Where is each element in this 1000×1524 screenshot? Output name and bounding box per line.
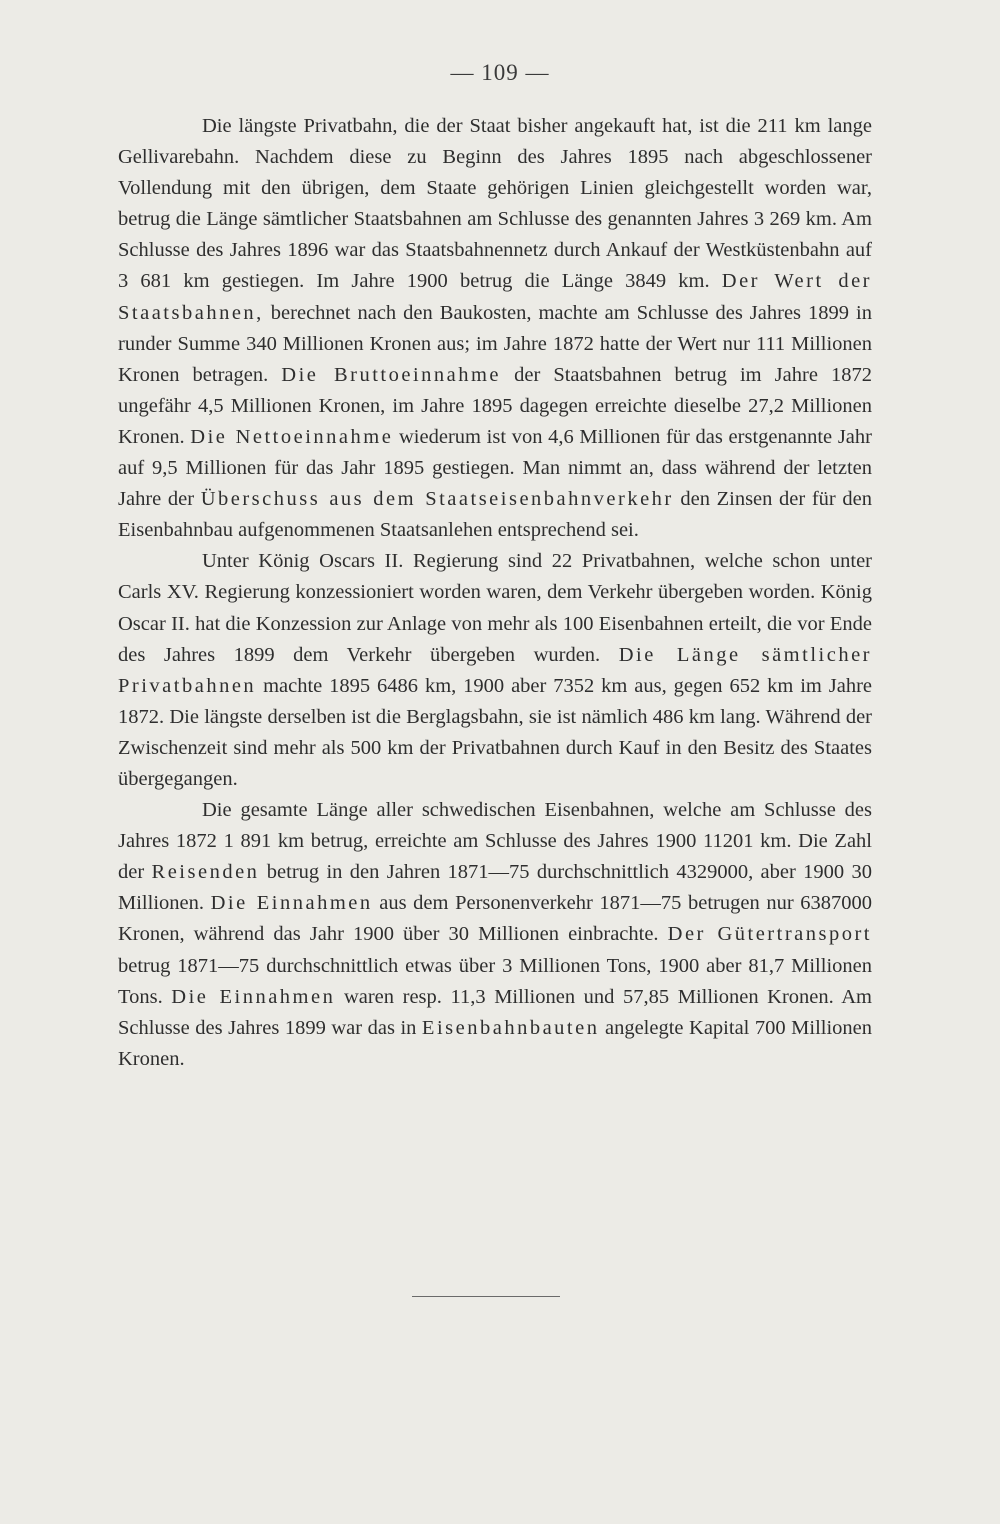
spaced-emphasis-text: Der Gütertransport	[667, 923, 872, 946]
paragraph-text: Unter König Oscars II. Regierung sind 22 Privatbahnen, welche schon unter Carls XV. Regierung konzessioniert worden waren, dem Verkehr übergeben worden. König Oscar II. hat die Konzession zur Anlage von mehr als 100 Eisenbahnen erteilt, die vor Ende des Jahres 1899 dem Verkehr übergeben wurden.	[118, 550, 872, 666]
paragraph-text: Die gesamte Länge aller schwedischen Eisenbahnen, welche am Schlusse des Jahres 1872 1 891 km betrug, erreichte am Schlusse des Jahres 1900 11201 km. Die Zahl der	[118, 799, 872, 884]
spaced-emphasis-text: Die Länge sämtlicher Privatbahnen	[118, 643, 872, 697]
paragraph-state-railways	[118, 111, 872, 546]
page-number: — 109 —	[450, 60, 550, 85]
paragraph-total-railways	[118, 795, 872, 1075]
paragraph-text: machte 1895 6486 km, 1900 aber 7352 km aus, gegen 652 km im Jahre 1872. Die längste derselben ist die Berglagsbahn, sie ist nämlich 486 km lang. Während der Zwischenzeit sind mehr als 500 km der Privatbahnen durch Kauf in den Besitz des Staates übergegangen.	[118, 674, 872, 790]
spaced-emphasis-text: Die Nettoeinnahme	[190, 425, 394, 448]
spaced-emphasis-text: Die Einnahmen	[210, 892, 373, 915]
closing-rule	[412, 1296, 560, 1297]
spaced-emphasis-text: Reisenden	[151, 861, 260, 884]
paragraph-text: betrug in den Jahren 1871—75 durchschnittlich 4329000, aber 1900 30 Millionen.	[118, 861, 872, 915]
spaced-emphasis-text: Die Einnahmen	[171, 985, 336, 1008]
paragraph-private-railways	[118, 546, 872, 795]
body-text	[118, 111, 872, 1075]
spaced-emphasis-text: Die Bruttoeinnahme	[281, 363, 502, 386]
paragraph-text: berechnet nach den Baukosten, machte am Schlusse des Jahres 1899 in runder Summe 340 Millionen Kronen aus; im Jahre 1872 hatte der Wert nur 111 Millionen Kronen betragen.	[118, 301, 872, 386]
paragraph-text: Die längste Privatbahn, die der Staat bisher angekauft hat, ist die 211 km lange Gellivarebahn. Nachdem diese zu Beginn des Jahres 1895 nach abgeschlossener Vollendung mit den übrigen, dem Staate gehörigen Linien gleichgestellt worden war, betrug die Länge sämtlicher Staatsbahnen am Schlusse des genannten Jahres 3 269 km. Am Schlusse des Jahres 1896 war das Staatsbahnennetz durch Ankauf der Westküstenbahn auf 3 681 km gestiegen. Im Jahre 1900 betrug die Länge 3849 km.	[118, 115, 872, 293]
paragraph-text: angelegte Kapital 700 Millionen Kronen.	[118, 1016, 873, 1070]
spaced-emphasis-text: Der Wert der Staatsbahnen,	[118, 270, 872, 324]
paragraph-text: wiederum ist von 4,6 Millionen für das erstgenannte Jahr auf 9,5 Millionen für das Jahr 1895 gestiegen. Man nimmt an, dass während der letzten Jahre der	[118, 425, 872, 511]
paragraph-text: betrug 1871—75 durchschnittlich etwas über 3 Millionen Tons, 1900 aber 81,7 Millionen Tons.	[118, 954, 872, 1008]
paragraph-text: aus dem Personenverkehr 1871—75 betrugen nur 6387000 Kronen, während das Jahr 1900 über 30 Millionen einbrachte.	[118, 892, 872, 946]
paragraph-text: waren resp. 11,3 Millionen und 57,85 Millionen Kronen. Am Schlusse des Jahres 1899 war das in	[118, 985, 872, 1039]
paragraph-text: den Zinsen der für den Eisenbahnbau aufgenommenen Staatsanlehen entsprechend sei.	[118, 488, 872, 542]
spaced-emphasis-text: Überschuss aus dem Staatseisenbahnverkehr	[200, 488, 674, 511]
spaced-emphasis-text: Eisenbahnbauten	[421, 1016, 600, 1039]
paragraph-text: der Staatsbahnen betrug im Jahre 1872 ungefähr 4,5 Millionen Kronen, im Jahre 1895 dagegen erreichte dieselbe 27,2 Millionen Kronen.	[118, 363, 872, 448]
